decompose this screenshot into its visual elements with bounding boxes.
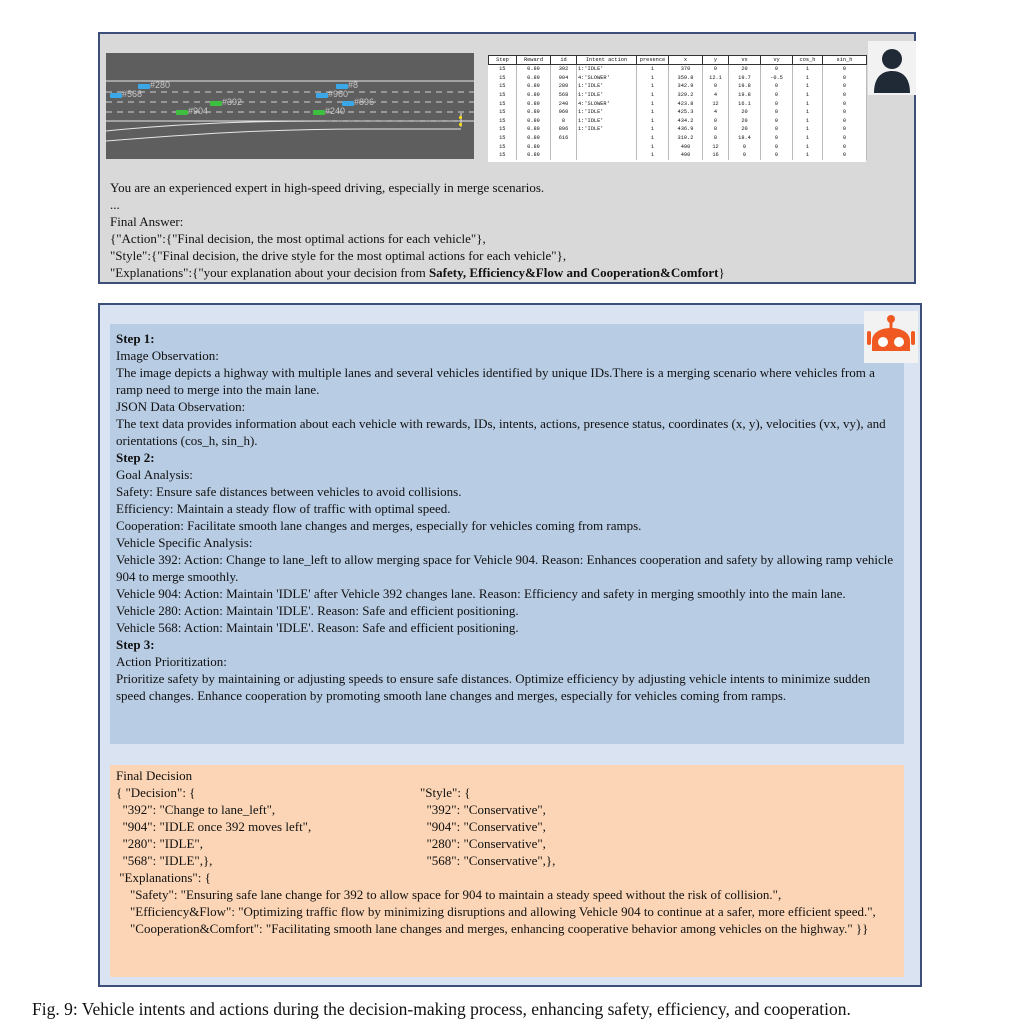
user-prompt (110, 179, 910, 281)
table-cell: 568 (551, 91, 577, 100)
table-cell: 0.89 (517, 65, 551, 74)
vehicle-label: #392 (222, 97, 243, 107)
vehicle-label: #280 (150, 80, 171, 90)
table-cell: 0.89 (517, 91, 551, 100)
table-cell: 0 (761, 108, 793, 117)
table-row (489, 125, 867, 134)
decision-col: "280": "IDLE", (116, 836, 203, 851)
table-cell: 8 (551, 117, 577, 126)
prompt-line (110, 264, 910, 281)
table-cell: 8 (703, 125, 729, 134)
table-cell: 16.1 (729, 99, 761, 108)
table-cell: 240 (551, 99, 577, 108)
explanation-efficiency: "Efficiency&Flow": "Optimizing traffic flow by minimizing disruptions and allowing Vehicle 904 to continue at a safer, more efficient speed.", (130, 904, 876, 919)
table-cell: 1 (793, 125, 823, 134)
prompt-bold-text: Safety, Efficiency&Flow and Cooperation&Comfort (428, 265, 719, 280)
paragraph: Vehicle 280: Action: Maintain 'IDLE'. Reason: Safe and efficient positioning. (116, 603, 519, 618)
prompt-line: Final Answer: (110, 214, 184, 229)
prompt-text: "Explanations":{"your explanation about your decision from (110, 265, 429, 280)
table-cell: 20 (729, 125, 761, 134)
table-cell: 1 (793, 74, 823, 83)
vehicle-392 (210, 101, 222, 106)
vehicle-label: #896 (354, 97, 375, 107)
vehicle-label: #568 (122, 89, 143, 99)
table-cell: 1:'IDLE' (577, 125, 637, 134)
table-cell: 0 (729, 142, 761, 151)
vehicle-960 (316, 93, 328, 98)
table-cell: 20 (729, 65, 761, 74)
table-cell: 370 (669, 65, 703, 74)
vehicle-state-table (488, 55, 866, 162)
step-heading: Step 1: (116, 331, 155, 346)
table-cell: 15 (489, 151, 517, 160)
table-cell: 0 (761, 91, 793, 100)
vehicle-label: #240 (325, 106, 346, 116)
table-cell: 1 (637, 74, 669, 83)
table-cell: 436.9 (669, 125, 703, 134)
subheading: Image Observation: (116, 348, 219, 363)
table-cell: 0 (823, 99, 867, 108)
response-panel (98, 303, 922, 987)
table-cell: 0 (823, 65, 867, 74)
reasoning-steps (116, 330, 898, 704)
paragraph: Vehicle 568: Action: Maintain 'IDLE'. Reason: Safe and efficient positioning. (116, 620, 519, 635)
table-cell: 310.2 (669, 134, 703, 143)
paragraph: Prioritize safety by maintaining or adjusting speeds to ensure safe distances. Optimize efficiency by adjusting vehicle intents to minimize sudden speed changes. Enhance cooperation by promoting smooth lane changes and merges, especially for vehicles coming from ramps. (116, 671, 871, 703)
table-cell: 1 (637, 117, 669, 126)
paragraph: Vehicle 392: Action: Change to lane_left to allow merging space for Vehicle 904. Reason: Enhances cooperation and safety by allowing ramp vehicle 904 to merge smoothly. (116, 552, 894, 584)
prompt-panel (98, 32, 916, 284)
table-cell: 0.89 (517, 134, 551, 143)
table-cell: 1 (637, 151, 669, 160)
step-heading: Step 3: (116, 637, 155, 652)
highway-simulation-image (106, 53, 474, 159)
table-cell: 342.9 (669, 82, 703, 91)
table-cell: 616 (551, 134, 577, 143)
robot-avatar (864, 311, 918, 363)
table-cell: 490 (669, 151, 703, 160)
table-cell: 15 (489, 117, 517, 126)
table-cell: -0.5 (761, 74, 793, 83)
final-decision-box (110, 765, 904, 977)
style-col: "904": "Conservative", (420, 819, 546, 834)
table-cell: 1:'IDLE' (577, 82, 637, 91)
table-cell: 1 (637, 108, 669, 117)
style-col: "Style": { (420, 785, 471, 800)
table-cell: 896 (551, 125, 577, 134)
vehicle-568 (110, 93, 122, 98)
table-row (489, 65, 867, 74)
table-cell: 1 (637, 65, 669, 74)
table-cell: 0 (823, 142, 867, 151)
table-cell: 280 (551, 82, 577, 91)
table-cell (551, 151, 577, 160)
table-row (489, 91, 867, 100)
table-cell: 0 (729, 151, 761, 160)
table-cell: 1 (637, 142, 669, 151)
table-cell: 0 (823, 134, 867, 143)
paragraph: Cooperation: Facilitate smooth lane changes and merges, especially for vehicles coming from ramps. (116, 518, 642, 533)
table-cell: 0 (823, 74, 867, 83)
table-cell: 4:'SLOWER' (577, 74, 637, 83)
explanation-cooperation: "Cooperation&Comfort": "Facilitating smooth lane changes and merges, enhancing cooperative behavior among vehicles on the highway." }} (130, 921, 869, 936)
decision-line (116, 784, 898, 801)
table-cell: 392 (551, 65, 577, 74)
user-avatar (868, 41, 916, 95)
table-cell (551, 142, 577, 151)
table-cell: 1 (637, 91, 669, 100)
table-cell: 15 (489, 142, 517, 151)
table-header-cell: cos_h (793, 56, 823, 65)
table-header (489, 56, 867, 65)
table-cell: 1 (637, 134, 669, 143)
vehicle-label: #960 (328, 89, 349, 99)
table-row (489, 82, 867, 91)
table-cell: 0 (823, 125, 867, 134)
prompt-line: {"Action":{"Final decision, the most optimal actions for each vehicle"}, (110, 231, 486, 246)
robot-icon (864, 311, 918, 363)
table-cell: 1 (793, 151, 823, 160)
table-cell: 0 (761, 65, 793, 74)
decision-title: Final Decision (116, 768, 193, 783)
table-cell: 1 (793, 91, 823, 100)
merge-marker (459, 116, 462, 119)
table-row (489, 117, 867, 126)
prompt-line: You are an experienced expert in high-speed driving, especially in merge scenarios. (110, 180, 545, 195)
style-col: "392": "Conservative", (420, 802, 546, 817)
user-icon (868, 41, 916, 95)
paragraph: The text data provides information about each vehicle with rewards, IDs, intents, actions, presence status, coordinates (x, y), velocities (vx, vy), and orientations (cos_h, sin_h). (116, 416, 886, 448)
table-cell: 4:'SLOWER' (577, 99, 637, 108)
table-cell: 329.2 (669, 91, 703, 100)
table-cell: 0 (761, 151, 793, 160)
decision-col: "392": "Change to lane_left", (116, 802, 276, 817)
table-cell: 15 (489, 134, 517, 143)
table-cell: 15 (489, 74, 517, 83)
table-cell: 1 (793, 117, 823, 126)
subheading: Vehicle Specific Analysis: (116, 535, 253, 550)
table-header-cell: sin_h (823, 56, 867, 65)
merge-marker (459, 123, 462, 126)
vehicle-label: #8 (348, 80, 359, 90)
table-row (489, 108, 867, 117)
table-cell: 0 (761, 99, 793, 108)
decision-col: { "Decision": { (116, 785, 196, 800)
vehicle-240 (313, 110, 325, 115)
table-cell: 0.89 (517, 125, 551, 134)
step-heading: Step 2: (116, 450, 155, 465)
table-cell: 15 (489, 82, 517, 91)
table-cell: 1 (637, 99, 669, 108)
vehicle-904 (176, 110, 188, 115)
table-cell: 0 (703, 117, 729, 126)
paragraph: Efficiency: Maintain a steady flow of traffic with optimal speed. (116, 501, 451, 516)
vehicle-label: #904 (188, 106, 209, 116)
table-cell: 0.89 (517, 142, 551, 151)
explanation-safety: "Safety": "Ensuring safe lane change for 392 to allow space for 904 to maintain a steady speed without the risk of collision.", (130, 887, 782, 902)
table-cell: 16 (703, 151, 729, 160)
table-row (489, 74, 867, 83)
table-cell: 4 (703, 91, 729, 100)
table-cell: 0 (761, 134, 793, 143)
table-cell: 0 (823, 117, 867, 126)
table-cell: 1 (637, 82, 669, 91)
table-cell: 15 (489, 108, 517, 117)
table-cell: 425.3 (669, 108, 703, 117)
subheading: Action Prioritization: (116, 654, 227, 669)
table-row (489, 151, 867, 160)
table-header-cell: Reward (517, 56, 551, 65)
table-cell: 359.8 (669, 74, 703, 83)
table-cell (577, 151, 637, 160)
table-cell: 1 (793, 82, 823, 91)
table-header-cell: Intent action (577, 56, 637, 65)
decision-line (116, 818, 898, 835)
table-cell: 15 (489, 125, 517, 134)
table-cell: 960 (551, 108, 577, 117)
table-cell: 1:'IDLE' (577, 108, 637, 117)
table-cell: 1:'IDLE' (577, 117, 637, 126)
table-cell: 1 (793, 108, 823, 117)
table-cell: 0 (761, 142, 793, 151)
decision-col: "568": "IDLE",}, (116, 853, 213, 868)
paragraph: Vehicle 904: Action: Maintain 'IDLE' after Vehicle 392 changes lane. Reason: Efficiency and safety in merging smoothly into the main lane. (116, 586, 846, 601)
decision-col: "904": "IDLE once 392 moves left", (116, 819, 312, 834)
prompt-text: } (718, 265, 725, 280)
table-cell: 0 (823, 82, 867, 91)
table-cell (577, 142, 637, 151)
table-cell: 1 (793, 99, 823, 108)
table-cell: 15 (489, 99, 517, 108)
table-cell: 0.89 (517, 99, 551, 108)
table-cell: 0 (761, 82, 793, 91)
table-cell: 1 (793, 65, 823, 74)
table-header-cell: vx (729, 56, 761, 65)
table-cell: 0 (703, 65, 729, 74)
table-header-cell: vy (761, 56, 793, 65)
subheading: JSON Data Observation: (116, 399, 246, 414)
table-cell: 12.1 (703, 74, 729, 83)
explanations-heading: "Explanations": { (116, 870, 211, 885)
paragraph: Safety: Ensure safe distances between vehicles to avoid collisions. (116, 484, 462, 499)
table-cell: 4 (703, 108, 729, 117)
table-cell: 15 (489, 91, 517, 100)
figure-caption: Fig. 9: Vehicle intents and actions during the decision-making process, enhancing safety, efficiency, and cooperation. (32, 999, 851, 1019)
table-cell: 0.89 (517, 82, 551, 91)
table-cell: 1:'IDLE' (577, 65, 637, 74)
table-cell: 19.7 (729, 74, 761, 83)
style-col: "568": "Conservative",}, (420, 853, 556, 868)
table-cell: 1 (637, 125, 669, 134)
table-row (489, 99, 867, 108)
table-cell: 0 (761, 125, 793, 134)
table-cell: 19.8 (729, 82, 761, 91)
table-cell: 8 (703, 134, 729, 143)
style-col: "280": "Conservative", (420, 836, 546, 851)
table-cell: 0.89 (517, 117, 551, 126)
table-row (489, 142, 867, 151)
table-header-cell: Step (489, 56, 517, 65)
table-cell: 0.89 (517, 108, 551, 117)
table-cell: 0 (823, 151, 867, 160)
table-cell: 1:'IDLE' (577, 91, 637, 100)
prompt-line: ... (110, 197, 120, 212)
table-header-cell: y (703, 56, 729, 65)
table-cell: 20 (729, 117, 761, 126)
paragraph: The image depicts a highway with multiple lanes and several vehicles identified by unique IDs.There is a merging scenario where vehicles from a ramp need to merge into the main lane. (116, 365, 875, 397)
table-cell: 18.4 (729, 134, 761, 143)
final-decision (116, 767, 898, 937)
table-cell: 20 (729, 108, 761, 117)
table-cell: 15 (489, 65, 517, 74)
table-cell: 0.89 (517, 151, 551, 160)
table-cell: 12 (703, 142, 729, 151)
table-header-cell: presence (637, 56, 669, 65)
table-cell: 434.2 (669, 117, 703, 126)
decision-line (116, 835, 898, 852)
decision-line (116, 852, 898, 869)
table-cell: 12 (703, 99, 729, 108)
subheading: Goal Analysis: (116, 467, 193, 482)
table-cell: 0 (823, 91, 867, 100)
table-cell: 0 (761, 117, 793, 126)
table-cell: 0 (823, 108, 867, 117)
table-header-cell: id (551, 56, 577, 65)
lane-markings (106, 53, 474, 159)
table-cell: 0 (703, 82, 729, 91)
table-cell: 904 (551, 74, 577, 83)
table-cell: 1 (793, 134, 823, 143)
table-cell: 0.89 (517, 74, 551, 83)
table-cell: 1 (793, 142, 823, 151)
prompt-line: "Style":{"Final decision, the drive style for the most optimal actions for each vehicle"}, (110, 248, 567, 263)
table-body (489, 65, 867, 160)
table-header-cell: x (669, 56, 703, 65)
table-cell: 490 (669, 142, 703, 151)
table-row (489, 134, 867, 143)
decision-line (116, 801, 898, 818)
table-cell: 423.8 (669, 99, 703, 108)
table-cell: 19.8 (729, 91, 761, 100)
table-cell (577, 134, 637, 143)
reasoning-steps-box (110, 324, 904, 744)
